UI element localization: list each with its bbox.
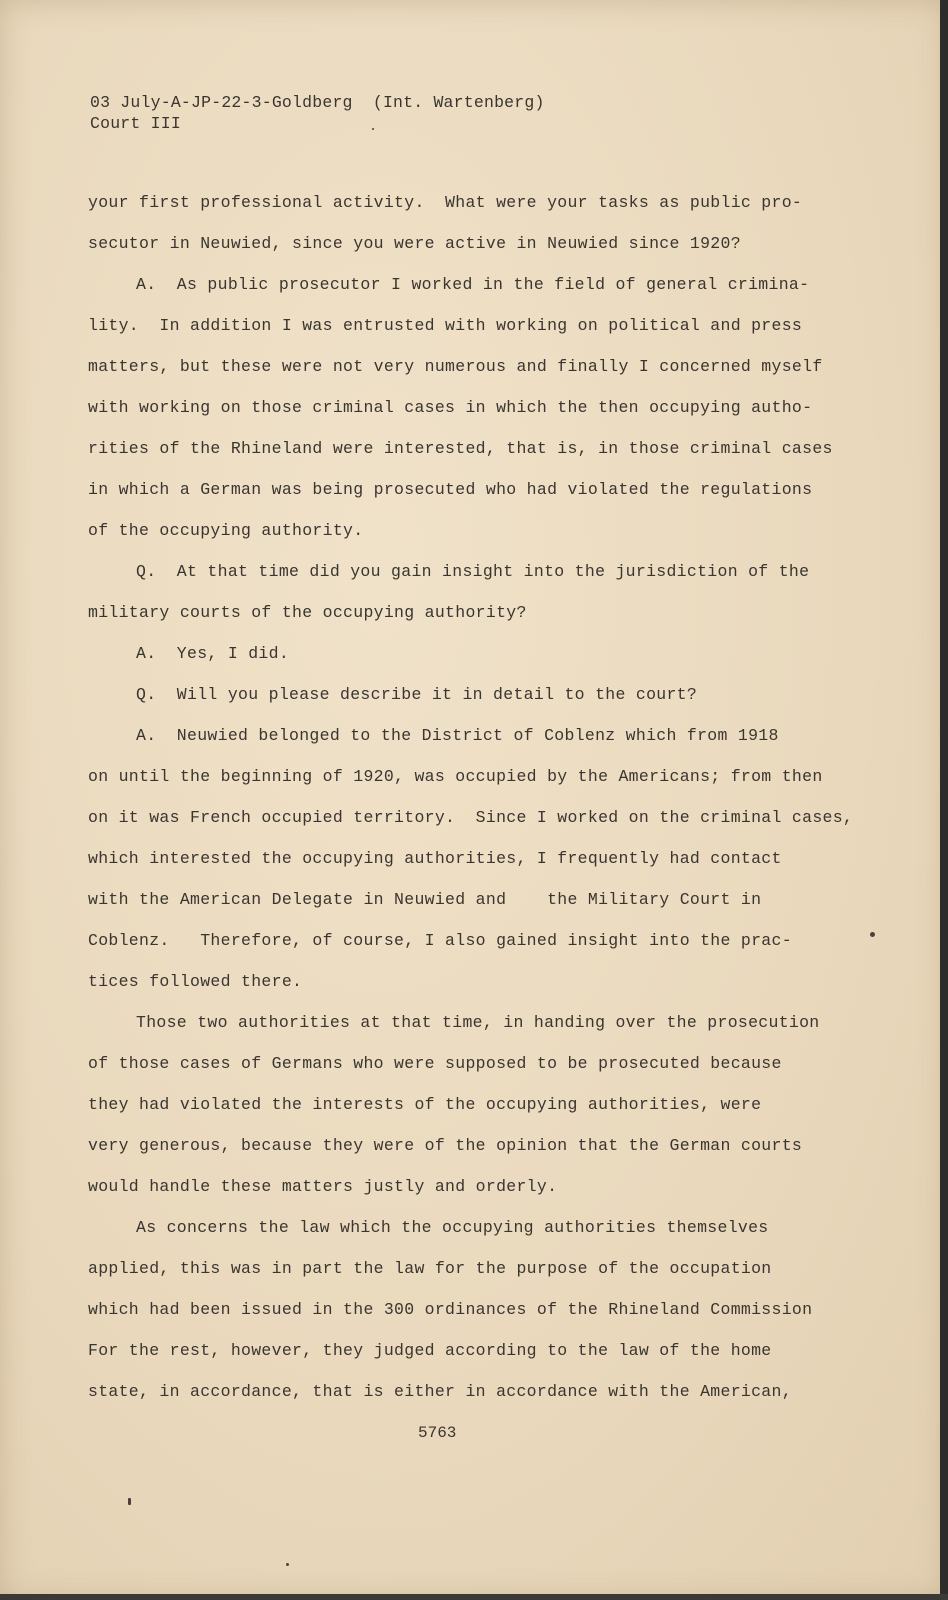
transcript-line: As concerns the law which the occupying authorities themselves	[136, 1218, 769, 1237]
transcript-line: would handle these matters justly and orderly.	[88, 1177, 558, 1196]
ink-speck	[372, 128, 374, 130]
header-reference-line: 03 July-A-JP-22-3-Goldberg (Int. Wartenberg)	[90, 93, 545, 112]
transcript-line: Coblenz. Therefore, of course, I also gained insight into the prac-	[88, 931, 792, 950]
header-court-line: Court III	[90, 114, 181, 133]
transcript-line: your first professional activity. What were your tasks as public pro-	[88, 193, 803, 212]
transcript-line: lity. In addition I was entrusted with working on political and press	[88, 316, 803, 335]
transcript-line: very generous, because they were of the opinion that the German courts	[88, 1136, 803, 1155]
ink-speck	[286, 1563, 289, 1566]
transcript-line: on until the beginning of 1920, was occupied by the Americans; from then	[88, 767, 823, 786]
transcript-line: in which a German was being prosecuted who had violated the regulations	[88, 480, 813, 499]
transcript-line: A. Neuwied belonged to the District of Coblenz which from 1918	[136, 726, 779, 745]
ink-speck	[870, 932, 875, 937]
transcript-line: tices followed there.	[88, 972, 303, 991]
document-header	[90, 92, 545, 134]
transcript-line: Those two authorities at that time, in handing over the prosecution	[136, 1013, 820, 1032]
transcript-line: which had been issued in the 300 ordinances of the Rhineland Commission	[88, 1300, 813, 1319]
page-number: 5763	[418, 1424, 457, 1442]
transcript-line: which interested the occupying authorities, I frequently had contact	[88, 849, 782, 868]
transcript-line: of the occupying authority.	[88, 521, 364, 540]
transcript-line: they had violated the interests of the occupying authorities, were	[88, 1095, 762, 1114]
transcript-line: A. Yes, I did.	[136, 644, 290, 663]
ink-speck	[128, 1498, 131, 1505]
transcript-line: A. As public prosecutor I worked in the field of general crimina-	[136, 275, 810, 294]
transcript-line: with working on those criminal cases in which the then occupying autho-	[88, 398, 813, 417]
transcript-line: matters, but these were not very numerous and finally I concerned myself	[88, 357, 823, 376]
transcript-line: on it was French occupied territory. Since I worked on the criminal cases,	[88, 808, 854, 827]
transcript-line: applied, this was in part the law for the purpose of the occupation	[88, 1259, 772, 1278]
transcript-line: with the American Delegate in Neuwied and the Military Court in	[88, 890, 762, 909]
transcript-line: secutor in Neuwied, since you were active in Neuwied since 1920?	[88, 234, 741, 253]
transcript-line: For the rest, however, they judged according to the law of the home	[88, 1341, 772, 1360]
scan-border-bottom	[0, 1594, 948, 1600]
transcript-line: Q. Will you please describe it in detail to the court?	[136, 685, 698, 704]
transcript-line: of those cases of Germans who were supposed to be prosecuted because	[88, 1054, 782, 1073]
transcript-line: state, in accordance, that is either in accordance with the American,	[88, 1382, 792, 1401]
transcript-line: military courts of the occupying authority?	[88, 603, 527, 622]
transcript-line: Q. At that time did you gain insight into the jurisdiction of the	[136, 562, 810, 581]
transcript-line: rities of the Rhineland were interested, that is, in those criminal cases	[88, 439, 833, 458]
scan-border-right	[940, 0, 948, 1600]
